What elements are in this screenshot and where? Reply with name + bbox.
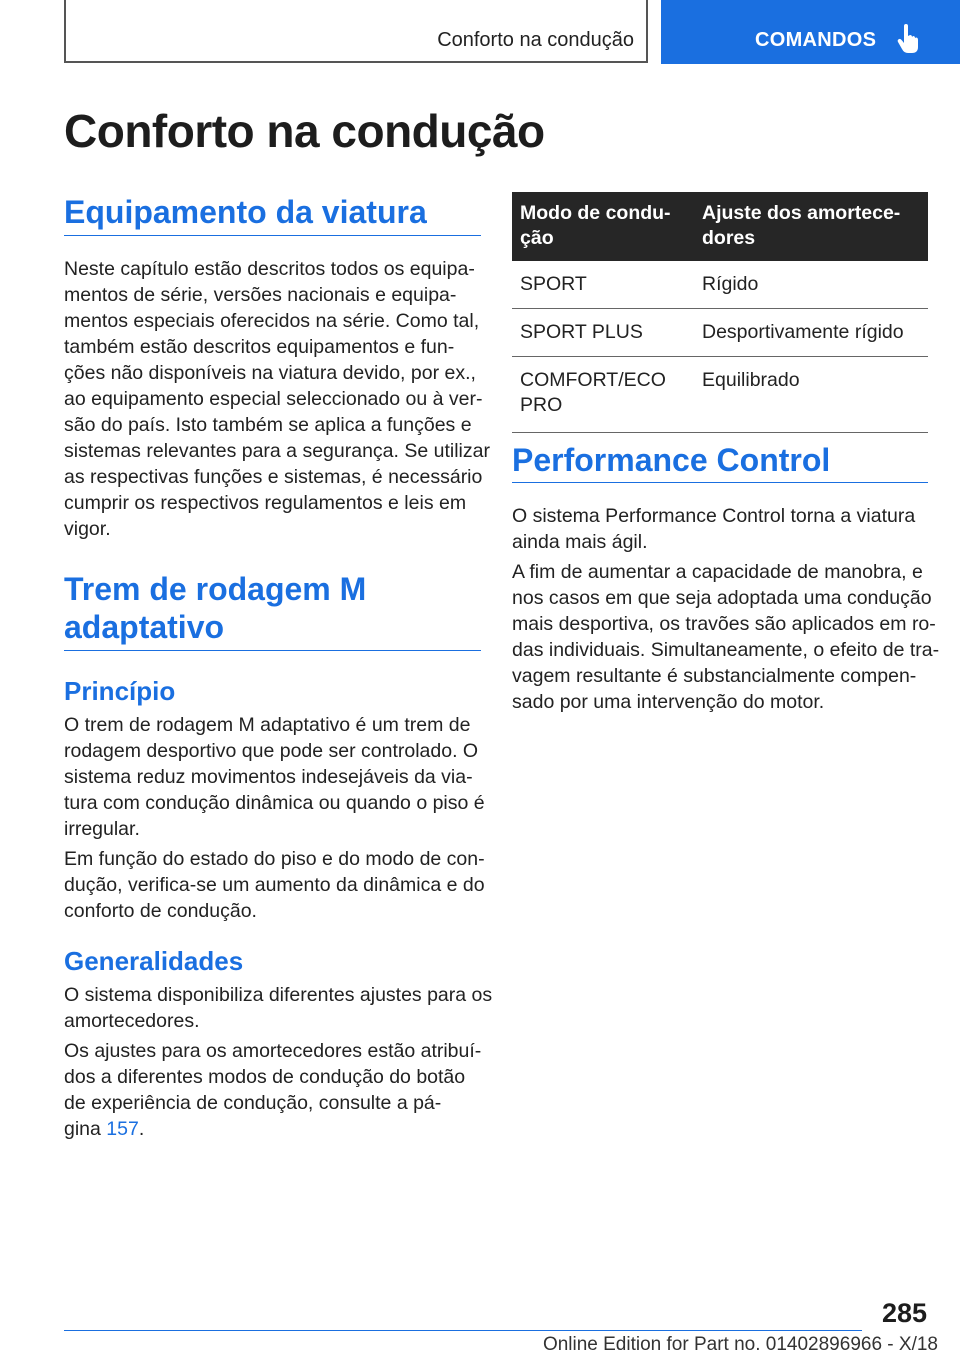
table-cell-setting: Rígido [694,261,928,309]
heading-adaptive-suspension: Trem de rodagem M adaptativo [64,571,367,645]
paragraph-general-1: O sistema disponibiliza diferentes ajustes para os amortecedores. [64,984,493,1032]
heading-rule [64,235,481,236]
column-header-mode: Modo de condu- ção [512,192,694,261]
running-header-title: Conforto na condução [437,29,634,51]
page-number: 285 [881,1298,927,1328]
page-title: Conforto na condução [64,105,545,157]
table-row [512,261,928,309]
paragraph-general-2: Os ajustes para os amortecedores estão atribuí- dos a diferentes modos de condução do botão de experiência de condução, consulte a pá- gina 157. [64,1040,482,1140]
column-header-setting: Ajuste dos amortece- dores [694,192,928,261]
heading-rule [64,650,481,651]
table-cell-mode: SPORT [512,261,694,309]
heading-rule [512,482,928,483]
footer-rule [64,1330,862,1331]
chapter-tab-label: COMANDOS [755,29,877,51]
damper-settings-table [512,192,928,433]
paragraph-performance-1: O sistema Performance Control torna a viatura ainda mais ágil. [512,505,916,553]
edition-note: Online Edition for Part no. 01402896966 - X/18 [542,1334,938,1355]
paragraph-principle: O trem de rodagem M adaptativo é um trem de rodagem desportivo que pode ser controlado. O sistema reduz movimentos indesejáveis da via- tura com condução dinâmica ou quando o piso é irregular. [64,714,485,840]
table-row [512,309,928,357]
page-reference-link[interactable]: 157 [106,1118,139,1140]
paragraph-function: Em função do estado do piso e do modo de con- dução, verifica-se um aumento da dinâmica e do conforto de condução. [64,848,485,922]
table-cell-mode: COMFORT/ECO PRO [512,357,694,433]
paragraph-performance-2: A fim de aumentar a capacidade de manobra, e nos casos em que seja adoptada uma condução mais desportiva, os travões são aplicados em ro- das individuais. Simultaneamente, o efeito de tra- vagem resultante é substancialmente compen- sado por uma intervenção do motor. [512,561,940,713]
heading-performance-control: Performance Control [512,442,831,478]
table-row [512,357,928,433]
heading-equipment: Equipamento da viatura [64,194,427,230]
table-cell-setting: Desportivamente rígido [694,309,928,357]
chapter-tab [661,0,960,64]
table-cell-mode: SPORT PLUS [512,309,694,357]
heading-general: Generalidades [64,946,244,976]
paragraph-equipment: Neste capítulo estão descritos todos os equipa- mentos de série, versões nacionais e equipa- mentos especiais oferecidos na série. Como tal, também estão descritos equipamentos e fun- ções não disponíveis na viatura devido, por ex., ao equipamento especial seleccionado ou à ver- são do país. Isto também se aplica a funções e sistemas relevantes para a segurança. Se utilizar as respectivas funções e sistemas, é necessário cumprir os respectivos regulamentos e leis em vigor. [64,258,490,540]
table-header-row [512,192,928,261]
running-header-section [64,0,648,63]
pointing-hand-icon [897,24,919,54]
table-cell-setting: Equilibrado [694,357,928,433]
heading-principle: Princípio [64,676,176,706]
